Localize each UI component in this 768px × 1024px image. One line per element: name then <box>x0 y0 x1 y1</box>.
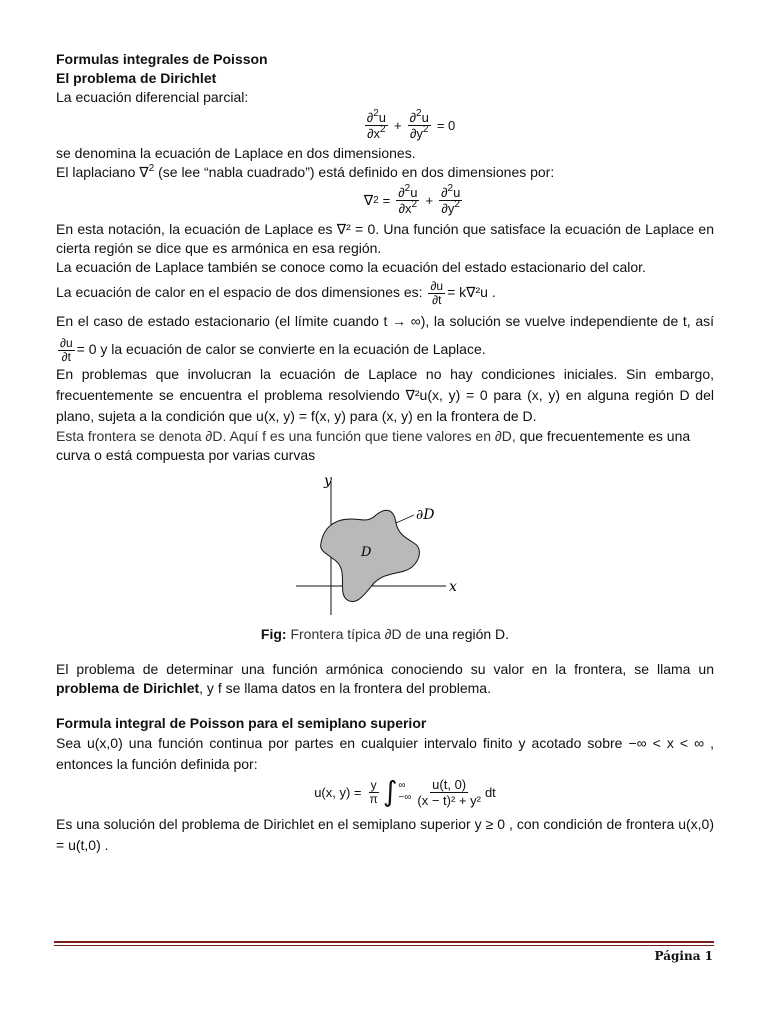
boundary-figure <box>56 471 714 621</box>
region-label: D <box>361 544 372 560</box>
dirichlet-definition-paragraph: El problema de determinar una función armónica conociendo su valor en la frontera, se llama un problema de Dirichlet, y f se llama datos en la frontera del problema. <box>56 660 714 696</box>
y-over-pi-fraction: $\frac{y}{\pi}$ <box>369 777 378 806</box>
boundary-problem-paragraph: En problemas que involucran la ecuación de Laplace no hay condiciones iniciales. Sin embargo, frecuentemente se encuentra el problema resolviendo ∇²u(x, y) = 0 para (x, y) en alguna región D del plano, sujeta a la condición que u(x, y) = f(x, y) para (x, y) en la frontera de D. <box>56 365 714 424</box>
document-page <box>56 50 714 856</box>
section-title-poisson: Formula integral de Poisson para el semiplano superior <box>56 714 427 731</box>
heat-equation-paragraph: La ecuación de calor en el espacio de dos dimensiones es: $\frac{\partial u}{\partial t}$ = k∇²u . <box>56 278 496 307</box>
region-diagram <box>56 471 714 621</box>
function-definition-paragraph: Sea u(x,0) una función continua por partes en cualquier intervalo finito y acotado sobre −∞ < x < ∞ , entonces la función definida por: <box>56 734 715 772</box>
d2u-dy2-fraction-2: $\frac{\partial^2u}{\partial y^2}$ <box>441 183 461 216</box>
du-dt-fraction-2: $\frac{\partial u}{\partial t}$ <box>60 335 73 364</box>
poisson-formula: u(x, y) = $\frac{y}{\pi}$ ∫ ∞ −∞ $\frac{u(t, 0)}{\text{(x − t)² + y²}}$ dt <box>314 775 496 809</box>
poisson-kernel-fraction: $\frac{u(t, 0)}{\text{(x − t)² + y²}}$ <box>417 776 481 808</box>
solution-paragraph: Es una solución del problema de Dirichlet en el semiplano superior y ≥ 0 , con condición de frontera u(x,0) = u(t,0) . <box>56 815 714 853</box>
steady-case-paragraph: En el caso de estado estacionario (el límite cuando t → ∞), la solución se vuelve independiente de t, así $\frac{\partial u}{\partial t}$ = 0 y la ecuación de calor se convierte en la ecuación de Laplace. <box>56 313 714 364</box>
laplace-equation: $\frac{\partial^2u}{\partial x^2}$ + $\frac{\partial^2u}{\partial y^2}$ = 0 <box>366 108 456 141</box>
x-axis-label: x <box>449 578 457 595</box>
d2u-dy2-fraction: $\frac{\partial^2u}{\partial y^2}$ <box>409 108 429 141</box>
integral-sign: ∫ <box>382 775 398 809</box>
laplacian-definition: ∇ 2 = $\frac{\partial^2u}{\partial x^2}$ + $\frac{\partial^2u}{\partial y^2}$ <box>363 183 461 216</box>
notation-paragraph: En esta notación, la ecuación de Laplace es ∇² = 0. Una función que satisface la ecuación de Laplace en cierta región se dice que es armónica en esa región. <box>56 221 714 256</box>
du-dt-fraction: $\frac{\partial u}{\partial t}$ <box>430 278 444 307</box>
boundary-definition-paragraph: Esta frontera se denota ∂D. Aquí f es una función que tiene valores en ∂D, que frecuentemente es una curva o está compuesta por varias curvas <box>56 427 691 463</box>
steady-state-paragraph: La ecuación de Laplace también se conoce como la ecuación del estado estacionario del calor. <box>56 259 646 275</box>
laplacian-paragraph: El laplaciano ∇$^2$ (se lee “nabla cuadrado”) está definido en dos dimensiones por: <box>56 163 555 180</box>
y-axis-label: y <box>324 472 332 489</box>
integral-limits: ∞ −∞ <box>398 780 412 804</box>
footer-rule-thin <box>54 945 714 946</box>
laplace-name-paragraph: se denomina la ecuación de Laplace en dos dimensiones. <box>56 145 416 161</box>
section-title-dirichlet: El problema de Dirichlet <box>56 70 217 86</box>
page-number: Página 1 <box>654 949 713 963</box>
intro-paragraph: La ecuación diferencial parcial: <box>56 89 249 105</box>
footer-rule-thick <box>54 941 714 943</box>
figure-caption: Fig: Frontera típica ∂D de una región D. <box>260 625 510 642</box>
d2u-dx2-fraction-2: $\frac{\partial^2u}{\partial x^2}$ <box>398 183 418 216</box>
boundary-label: ∂D <box>416 506 435 523</box>
doc-title: Formulas integrales de Poisson <box>56 51 268 67</box>
nabla-squared: ∇$^2$ <box>139 163 155 180</box>
boundary-pointer <box>396 515 414 523</box>
d2u-dx2-fraction: $\frac{\partial^2u}{\partial x^2}$ <box>366 108 386 141</box>
